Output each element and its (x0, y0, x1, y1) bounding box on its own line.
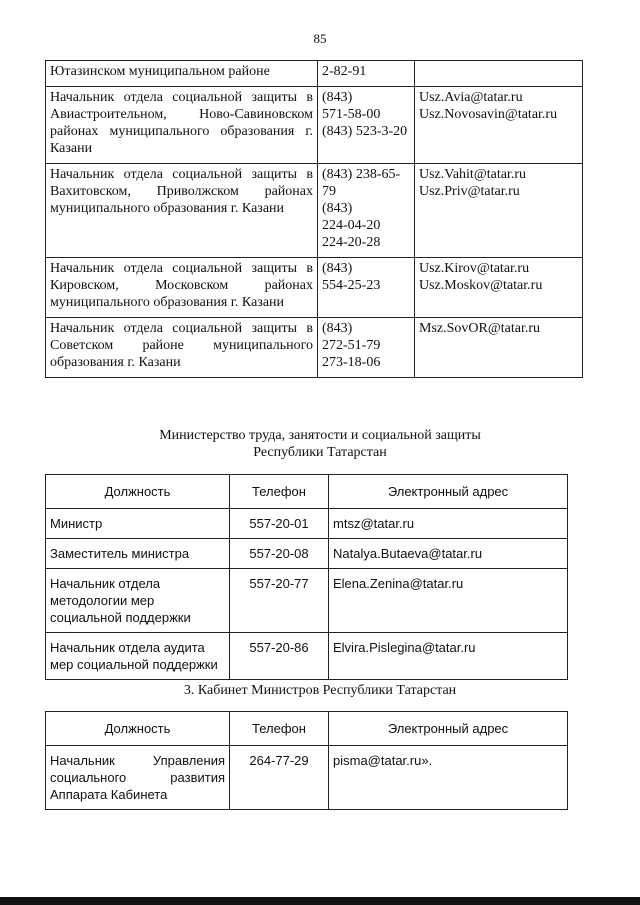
cabinet-heading: 3. Кабинет Министров Республики Татарстан (183, 683, 457, 698)
phone-cell: 2-82-91 (318, 61, 415, 87)
ministry-heading-line2: Республики Татарстан (253, 445, 387, 460)
position-cell: Министр (46, 509, 230, 539)
position-cell: Ютазинском муниципальном районе (46, 61, 318, 87)
table-row (46, 569, 568, 633)
table-row (46, 509, 568, 539)
column-header-phone: Телефон (230, 475, 329, 509)
email-link[interactable]: pisma@tatar.ru». (329, 746, 568, 810)
position-cell: Заместитель министра (46, 539, 230, 569)
table-row (46, 258, 583, 318)
table-row (46, 539, 568, 569)
column-header-position: Должность (46, 475, 230, 509)
scan-edge-bar (0, 897, 640, 905)
email-cell (415, 61, 583, 87)
column-header-position: Должность (46, 712, 230, 746)
phone-cell: (843) 554-25-23 (318, 258, 415, 318)
position-cell: Начальник отдела аудита мер социальной поддержки (46, 633, 230, 680)
phone-cell: (843) 238-65- 79 (843) 224-04-20 224-20-28 (318, 164, 415, 258)
email-link[interactable]: Usz.Avia@tatar.ru Usz.Novosavin@tatar.ru (415, 87, 583, 164)
phone-cell: 264-77-29 (230, 746, 329, 810)
column-header-email: Электронный адрес (329, 712, 568, 746)
email-link[interactable]: Elvira.Pislegina@tatar.ru (329, 633, 568, 680)
email-link[interactable]: mtsz@tatar.ru (329, 509, 568, 539)
table-header-row (46, 475, 568, 509)
email-link[interactable]: Natalya.Butaeva@tatar.ru (329, 539, 568, 569)
phone-cell: 557-20-77 (230, 569, 329, 633)
position-cell: Начальник Управления социального развития Аппарата Кабинета (46, 746, 230, 810)
email-link[interactable]: Msz.SovOR@tatar.ru (415, 318, 583, 378)
table-header-row (46, 712, 568, 746)
table-row (46, 164, 583, 258)
cabinet-contacts-table (45, 711, 568, 810)
phone-cell: 557-20-86 (230, 633, 329, 680)
position-cell: Начальник отдела социальной защиты в Советском районе муниципального образования г. Казани (46, 318, 318, 378)
column-header-phone: Телефон (230, 712, 329, 746)
page-number: 85 (313, 31, 327, 46)
phone-cell: 557-20-08 (230, 539, 329, 569)
position-cell: Начальник отдела социальной защиты в Кировском, Московском районах муниципального образования г. Казани (46, 258, 318, 318)
table-row (46, 633, 568, 680)
column-header-email: Электронный адрес (329, 475, 568, 509)
ministry-heading (0, 427, 640, 461)
position-cell: Начальник отдела методологии мер социальной поддержки (46, 569, 230, 633)
email-link[interactable]: Elena.Zenina@tatar.ru (329, 569, 568, 633)
ministry-contacts-table (45, 474, 568, 680)
table-row (46, 87, 583, 164)
phone-cell: (843) 272-51-79 273-18-06 (318, 318, 415, 378)
table-row (46, 318, 583, 378)
table-row (46, 61, 583, 87)
email-link[interactable]: Usz.Kirov@tatar.ru Usz.Moskov@tatar.ru (415, 258, 583, 318)
ministry-heading-line1: Министерство труда, занятости и социальной защиты (159, 428, 481, 443)
phone-cell: 557-20-01 (230, 509, 329, 539)
phone-cell: (843) 571-58-00 (843) 523-3-20 (318, 87, 415, 164)
table-row (46, 746, 568, 810)
position-cell: Начальник отдела социальной защиты в Авиастроительном, Ново-Савиновском районах муниципального образования г. Казани (46, 87, 318, 164)
position-cell: Начальник отдела социальной защиты в Вахитовском, Приволжском районах муниципального образования г. Казани (46, 164, 318, 258)
email-link[interactable]: Usz.Vahit@tatar.ru Usz.Priv@tatar.ru (415, 164, 583, 258)
contacts-table-districts (45, 60, 583, 378)
